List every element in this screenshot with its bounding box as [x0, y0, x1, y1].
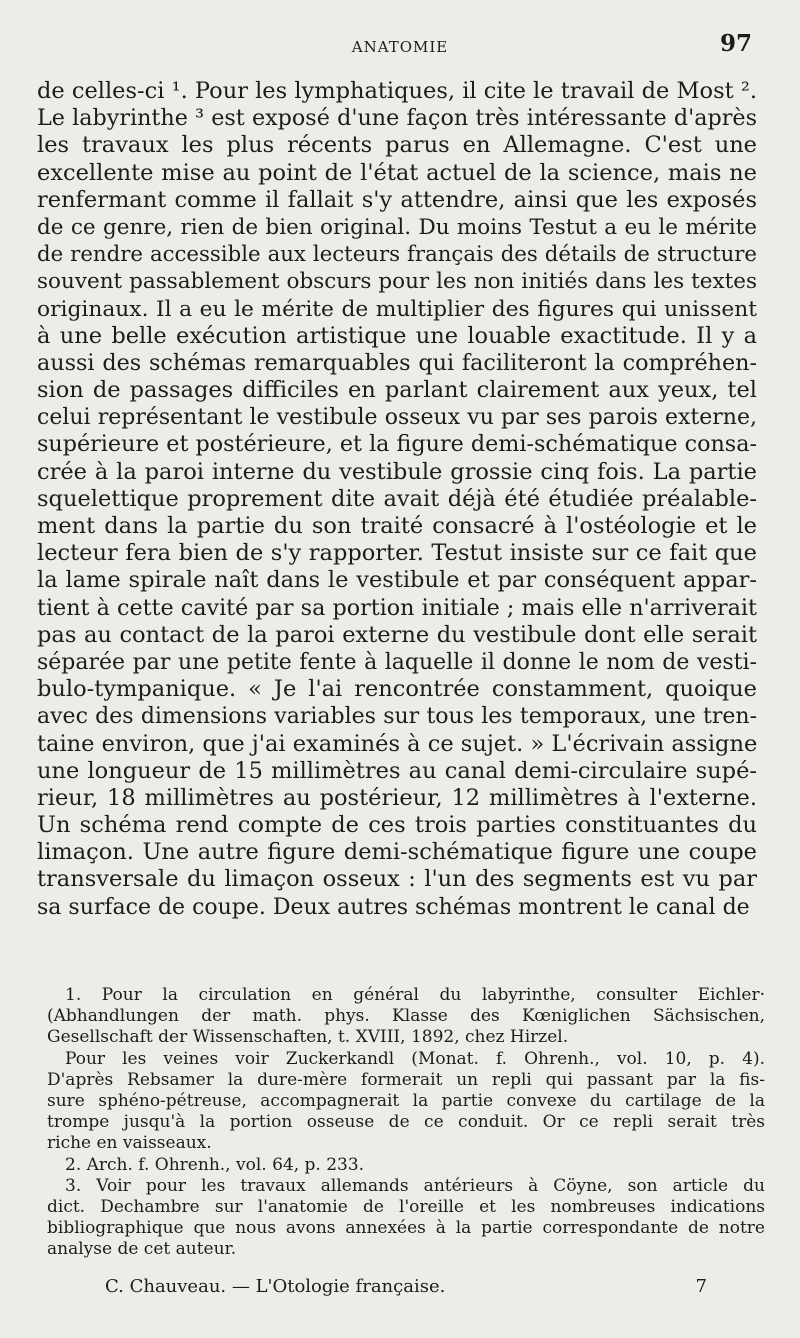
footnote-line: riche en vaisseaux.: [47, 1133, 212, 1154]
text-line: squelettique proprement dite avait déjà été étudiée préalable-: [37, 485, 757, 512]
text-line: de rendre accessible aux lecteurs français des détails de structure: [37, 242, 757, 268]
text-line: sion de passages difficiles en parlant clairement aux yeux, tel: [37, 377, 757, 404]
text-line: une longueur de 15 millimètres au canal demi-circulaire supé-: [37, 757, 757, 784]
footnote-line: 1. Pour la circulation en général du labyrinthe, consulter Eichler·: [65, 985, 765, 1005]
text-line: supérieure et postérieure, et la figure demi-schématique consa-: [37, 431, 757, 458]
text-line: la lame spirale naît dans le vestibule et par conséquent appar-: [37, 567, 757, 594]
footnote-line: 2. Arch. f. Ohrenh., vol. 64, p. 233.: [65, 1154, 365, 1175]
running-title: ANATOMIE: [351, 38, 449, 56]
text-line: rieur, 18 millimètres au postérieur, 12 millimètres à l'externe.: [37, 784, 757, 811]
text-line: de celles-ci ¹. Pour les lymphatiques, il cite le travail de Most ².: [37, 78, 757, 104]
text-line: sa surface de coupe. Deux autres schémas montrent le canal de: [37, 894, 750, 920]
footnote-line: trompe jusqu'à la portion osseuse de ce conduit. Or ce repli serait très: [47, 1112, 765, 1133]
footnotes: [47, 985, 765, 1260]
text-line: Un schéma rend compte de ces trois parties constituantes du: [37, 812, 757, 839]
footnote-line: bibliographique que nous avons annexées à la partie correspondante de notre: [47, 1218, 765, 1239]
footnote-line: Gesellschaft der Wissenschaften, t. XVIII, 1892, chez Hirzel.: [47, 1027, 569, 1048]
text-line: aussi des schémas remarquables qui faciliteront la compréhen-: [37, 349, 757, 376]
text-line: limaçon. Une autre figure demi-schématique figure une coupe: [37, 839, 757, 866]
signature-mark: C. Chauveau. — L'Otologie française.: [105, 1276, 446, 1297]
text-line: lecteur fera bien de s'y rapporter. Testut insiste sur ce fait que: [37, 540, 757, 567]
text-line: originaux. Il a eu le mérite de multiplier des figures qui unissent: [37, 296, 757, 322]
text-line: ment dans la partie du son traité consacré à l'ostéologie et le: [37, 513, 757, 539]
footnote-line: D'après Rebsamer la dure-mère formerait un repli qui passant par la fis-: [47, 1069, 765, 1090]
page-number: 97: [719, 30, 752, 57]
footnote-line: analyse de cet auteur.: [47, 1239, 237, 1260]
text-line: crée à la paroi interne du vestibule grossie cinq fois. La partie: [37, 458, 757, 485]
text-line: Le labyrinthe ³ est exposé d'une façon très intéressante d'après: [37, 105, 757, 132]
text-line: taine environ, que j'ai examinés à ce sujet. » L'écrivain assigne: [37, 730, 758, 757]
running-header: [0, 30, 800, 66]
text-line: bulo-tympanique. « Je l'ai rencontrée constamment, quoique: [37, 676, 757, 703]
text-line: transversale du limaçon osseux : l'un des segments est vu par: [37, 866, 757, 893]
text-line: de ce genre, rien de bien original. Du moins Testut a eu le mérite: [37, 214, 757, 240]
footnote-line: (Abhandlungen der math. phys. Klasse des Kœniglichen Sächsischen,: [47, 1006, 765, 1027]
text-line: renfermant comme il fallait s'y attendre, ainsi que les exposés: [37, 186, 757, 213]
footnote-line: 3. Voir pour les travaux allemands antérieurs à Cöyne, son article du: [65, 1175, 765, 1196]
footnote-line: sure sphéno-pétreuse, accompagnerait la partie convexe du cartilage de la: [47, 1090, 765, 1111]
text-line: séparée par une petite fente à laquelle il donne le nom de vesti-: [37, 649, 757, 675]
text-line: à une belle exécution artistique une louable exactitude. Il y a: [37, 322, 757, 349]
text-line: souvent passablement obscurs pour les non initiés dans les textes: [37, 269, 757, 295]
text-line: pas au contact de la paroi externe du vestibule dont elle serait: [37, 621, 757, 648]
text-line: tient à cette cavité par sa portion initiale ; mais elle n'arriverait: [37, 594, 757, 621]
text-line: celui représentant le vestibule osseux vu par ses parois externe,: [37, 405, 757, 431]
sheet-number: 7: [695, 1276, 707, 1297]
footnote-line: dict. Dechambre sur l'anatomie de l'oreille et les nombreuses indications: [47, 1196, 765, 1217]
footnote-line: Pour les veines voir Zuckerkandl (Monat. f. Ohrenh., vol. 10, p. 4).: [65, 1048, 765, 1069]
main-text: [37, 78, 757, 921]
text-line: excellente mise au point de l'état actuel de la science, mais ne: [37, 159, 757, 186]
text-line: les travaux les plus récents parus en Allemagne. C'est une: [37, 132, 757, 159]
text-line: avec des dimensions variables sur tous les temporaux, une tren-: [37, 704, 757, 730]
